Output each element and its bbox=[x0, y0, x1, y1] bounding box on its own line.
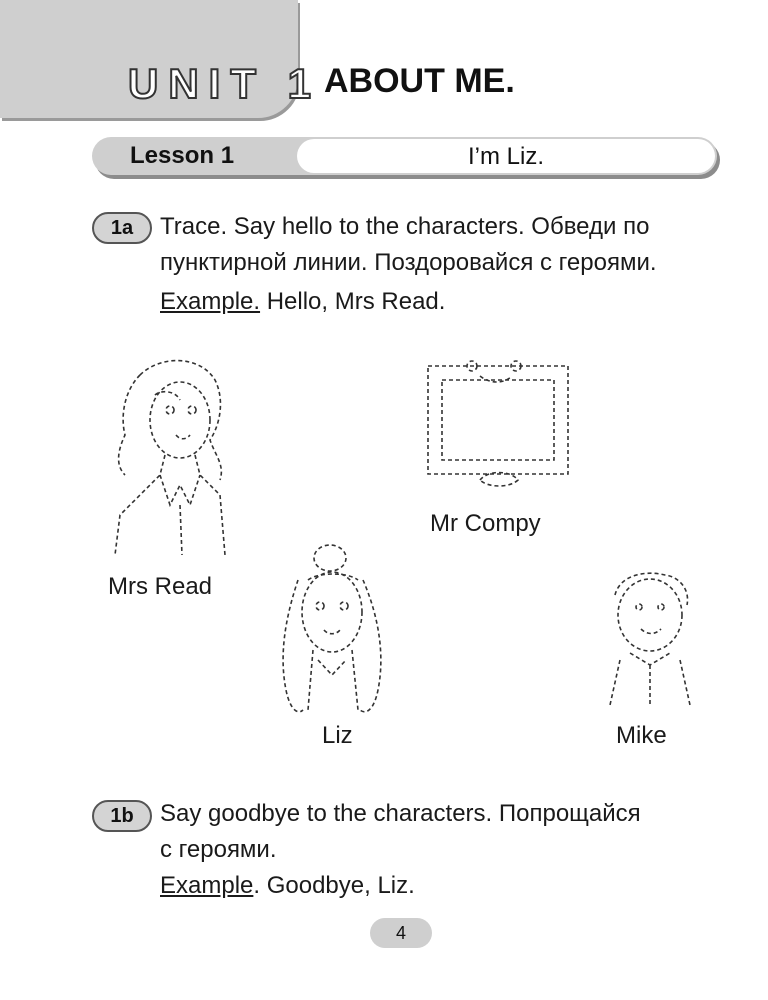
liz-illustration bbox=[268, 540, 398, 720]
liz-label: Liz bbox=[322, 722, 353, 749]
exercise-1a-instructions bbox=[160, 209, 720, 281]
mike-illustration bbox=[595, 565, 705, 715]
lesson-name: I’m Liz. bbox=[467, 143, 544, 170]
mike-label: Mike bbox=[616, 722, 667, 749]
page-number: 4 bbox=[370, 918, 432, 948]
exercise-1b-badge: 1b bbox=[92, 800, 152, 832]
lesson-label: Lesson 1 bbox=[130, 142, 235, 169]
mrs-read-label: Mrs Read bbox=[108, 573, 213, 600]
mr-compy-label: Mr Compy bbox=[430, 510, 541, 537]
example-text: Hello, Mrs Read. bbox=[260, 288, 446, 315]
exercise-1b-example bbox=[160, 872, 415, 900]
example-label: Example bbox=[160, 872, 254, 899]
exercise-1a-line2: пунктирной линии. Поздоровайся с героями. bbox=[160, 249, 657, 276]
exercise-1b-line1: Say goodbye to the characters. Попрощайся bbox=[160, 800, 641, 827]
exercise-1a-example bbox=[160, 288, 445, 316]
exercise-1a-badge: 1a bbox=[92, 212, 152, 244]
example-label: Example. bbox=[160, 288, 261, 315]
example-text: . Goodbye, Liz. bbox=[253, 872, 415, 899]
unit-title: ABOUT ME. bbox=[324, 62, 515, 100]
mr-compy-illustration bbox=[420, 348, 580, 498]
exercise-1a-line1: Trace. Say hello to the characters. Обведи по bbox=[160, 213, 650, 240]
exercise-1b-line2: с героями. bbox=[160, 836, 277, 863]
mrs-read-illustration bbox=[100, 355, 240, 565]
unit-label: UNIT 1 bbox=[128, 60, 322, 107]
exercise-1b-instructions bbox=[160, 796, 720, 868]
